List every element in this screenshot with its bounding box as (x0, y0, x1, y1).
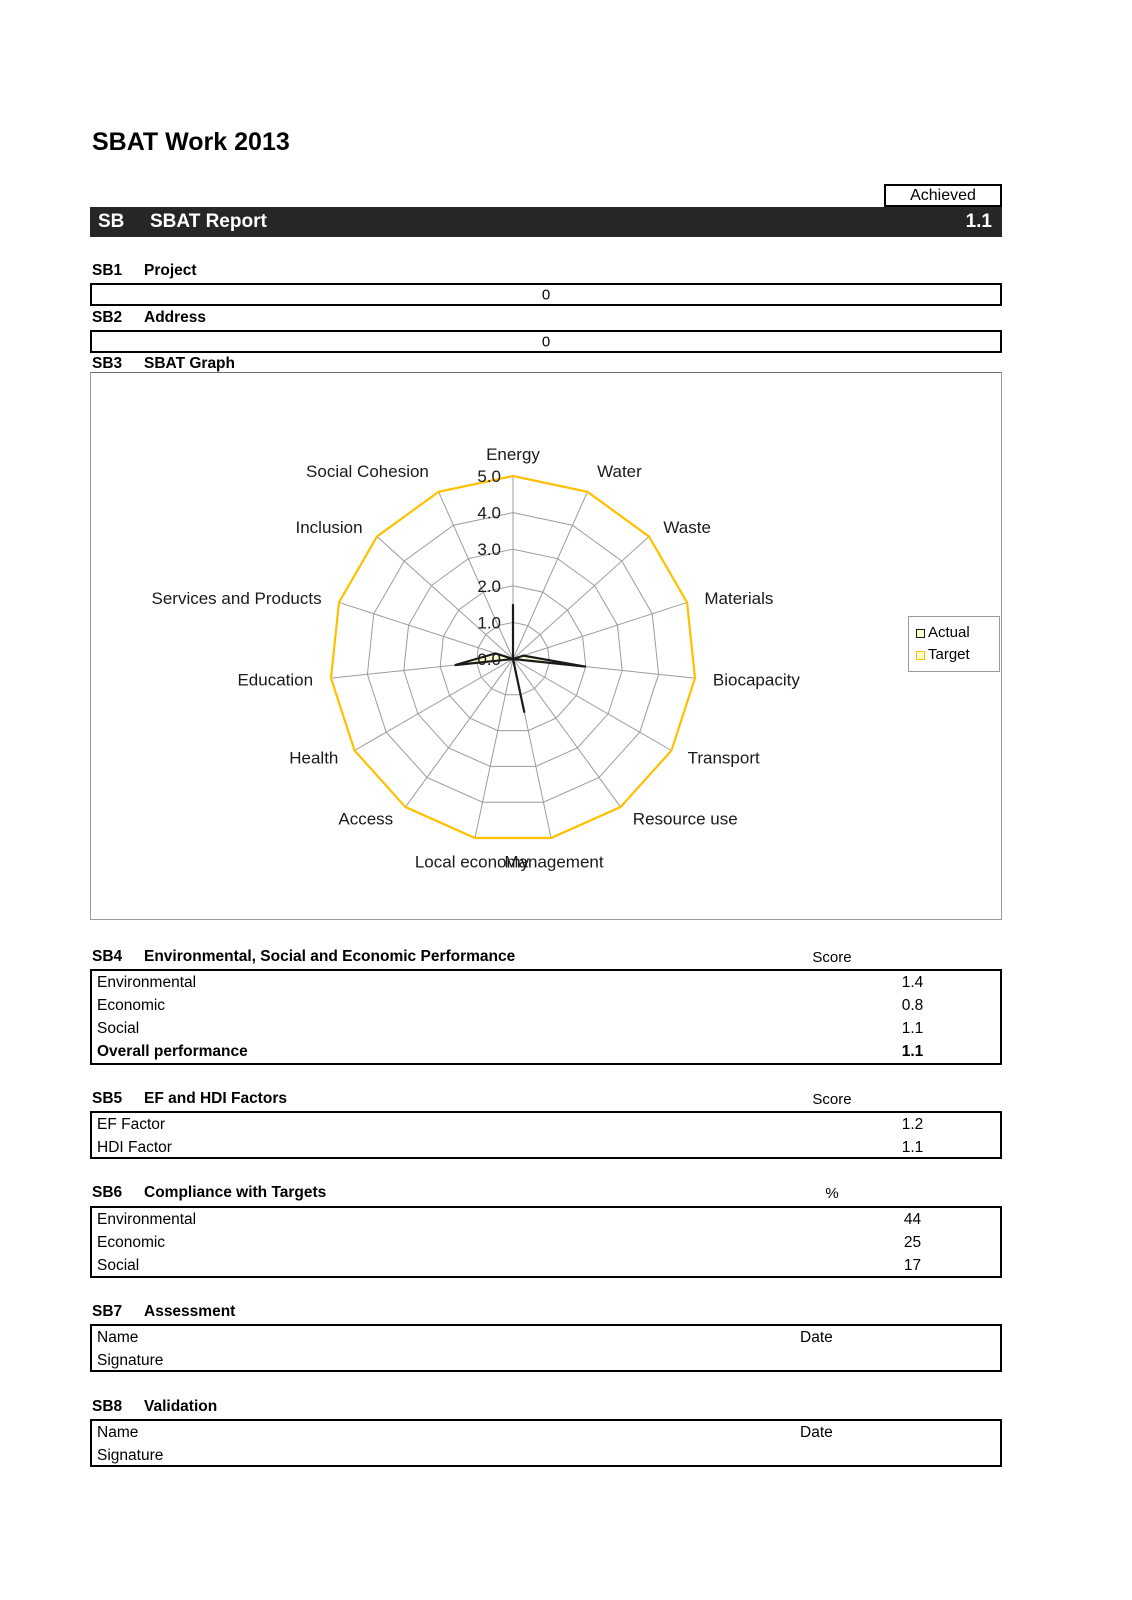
radar-tick-label: 4.0 (477, 503, 501, 523)
row-date-label: Date (800, 1328, 833, 1346)
sb8-table (90, 1419, 1002, 1467)
address-field[interactable] (90, 330, 1002, 353)
sb3-code: SB3 (92, 355, 123, 372)
report-header-bar (90, 207, 1002, 237)
sb4-table (90, 969, 1002, 1065)
sb4-code: SB4 (92, 948, 123, 965)
sb6-column-header: % (825, 1185, 839, 1202)
section-label-sb8 (92, 1398, 217, 1416)
legend-label-target: Target (928, 646, 970, 663)
table-row (92, 1136, 1000, 1159)
table-row[interactable] (92, 1326, 1000, 1349)
sb1-code: SB1 (92, 262, 123, 279)
table-row[interactable] (92, 1349, 1000, 1372)
table-row (92, 971, 1000, 994)
radar-axis-spoke (513, 602, 687, 659)
radar-category-label: Resource use (632, 809, 738, 829)
table-row (92, 1040, 1000, 1063)
row-value: 1.1 (901, 1138, 924, 1156)
row-value: 17 (903, 1256, 922, 1274)
sb2-code: SB2 (92, 309, 123, 326)
row-label: Social (97, 1256, 140, 1274)
legend-swatch-target-icon (916, 651, 925, 660)
sb5-code: SB5 (92, 1090, 123, 1107)
chart-legend (908, 616, 1000, 672)
radar-category-label: Health (289, 748, 339, 768)
row-value: 0.8 (901, 996, 924, 1014)
row-label: HDI Factor (97, 1138, 172, 1156)
radar-tick-label: 1.0 (477, 613, 501, 633)
sb6-label: Compliance with Targets (144, 1184, 327, 1201)
section-label-sb7 (92, 1303, 235, 1321)
row-label: Social (97, 1019, 140, 1037)
legend-swatch-actual-icon (916, 629, 925, 638)
radar-category-label: Inclusion (295, 518, 363, 538)
radar-series-actual (455, 604, 586, 713)
sb5-table (90, 1111, 1002, 1159)
table-row (92, 1231, 1000, 1254)
radar-tick-label: 0.0 (477, 650, 501, 669)
radar-tick-label: 2.0 (477, 576, 501, 596)
sb5-column-header: Score (812, 1091, 852, 1108)
radar-category-label: Local economy (414, 852, 530, 872)
table-row[interactable] (92, 1444, 1000, 1467)
header-code: SB (98, 211, 125, 232)
sb7-code: SB7 (92, 1303, 123, 1320)
radar-category-label: Transport (687, 748, 760, 768)
header-score: 1.1 (965, 211, 992, 232)
radar-category-label: Materials (704, 589, 774, 609)
radar-axis-spoke (513, 537, 649, 659)
radar-category-label: Services and Products (151, 589, 322, 609)
radar-category-label: Education (237, 670, 314, 690)
radar-axis-spoke (439, 492, 513, 659)
sb7-table (90, 1324, 1002, 1372)
legend-label-actual: Actual (928, 624, 970, 641)
row-value: 25 (903, 1233, 922, 1251)
page-title: SBAT Work 2013 (92, 128, 290, 156)
table-row[interactable] (92, 1421, 1000, 1444)
radar-tick-label: 5.0 (477, 467, 501, 486)
table-row (92, 1017, 1000, 1040)
section-label-sb2 (92, 309, 206, 327)
row-label: EF Factor (97, 1115, 166, 1133)
sb8-label: Validation (144, 1398, 218, 1415)
section-label-sb5 (92, 1090, 287, 1108)
row-value: 1.1 (901, 1019, 924, 1037)
sbat-radar-chart (90, 372, 1002, 920)
radar-category-label: Waste (663, 518, 711, 538)
radar-category-label: Biocapacity (712, 670, 800, 690)
sb4-label: Environmental, Social and Economic Performance (144, 948, 516, 965)
table-row (92, 1113, 1000, 1136)
radar-category-label: Management (504, 852, 604, 872)
row-label: Overall performance (97, 1042, 248, 1060)
project-field[interactable] (90, 283, 1002, 306)
radar-category-label: Energy (486, 445, 540, 464)
table-row (92, 1254, 1000, 1277)
table-row (92, 1208, 1000, 1231)
table-row (92, 994, 1000, 1017)
radar-tick-label: 3.0 (477, 540, 501, 560)
radar-axis-spoke (513, 492, 587, 659)
row-value: 1.1 (901, 1042, 924, 1060)
sb4-column-header: Score (812, 949, 852, 966)
sb2-label: Address (144, 309, 207, 326)
row-date-label: Date (800, 1423, 833, 1441)
sb7-label: Assessment (144, 1303, 236, 1320)
radar-category-label: Access (338, 809, 394, 829)
row-label: Economic (97, 996, 166, 1014)
row-value: 44 (903, 1210, 922, 1228)
row-value: 1.2 (901, 1115, 924, 1133)
row-label: Economic (97, 1233, 166, 1251)
row-label: Signature (97, 1351, 164, 1369)
sb6-table (90, 1206, 1002, 1278)
section-label-sb6 (92, 1184, 326, 1202)
radar-chart-svg (91, 373, 1001, 919)
address-value: 0 (541, 333, 551, 350)
sb5-label: EF and HDI Factors (144, 1090, 287, 1107)
radar-category-label: Water (597, 462, 642, 481)
row-label: Environmental (97, 1210, 197, 1228)
legend-item-target (916, 644, 999, 666)
sb6-code: SB6 (92, 1184, 123, 1201)
project-value: 0 (541, 286, 551, 303)
row-label: Signature (97, 1446, 164, 1464)
sb1-label: Project (144, 262, 197, 279)
section-label-sb3 (92, 355, 235, 373)
row-value: 1.4 (901, 973, 924, 991)
achieved-badge: Achieved (884, 184, 1002, 207)
sb3-label: SBAT Graph (144, 355, 235, 372)
legend-item-actual (916, 622, 999, 644)
radar-category-label: Social Cohesion (306, 462, 429, 481)
header-title: SBAT Report (150, 211, 267, 232)
row-label: Name (97, 1328, 139, 1346)
section-label-sb4 (92, 948, 515, 966)
sb8-code: SB8 (92, 1398, 123, 1415)
section-label-sb1 (92, 262, 197, 280)
row-label: Name (97, 1423, 139, 1441)
row-label: Environmental (97, 973, 197, 991)
